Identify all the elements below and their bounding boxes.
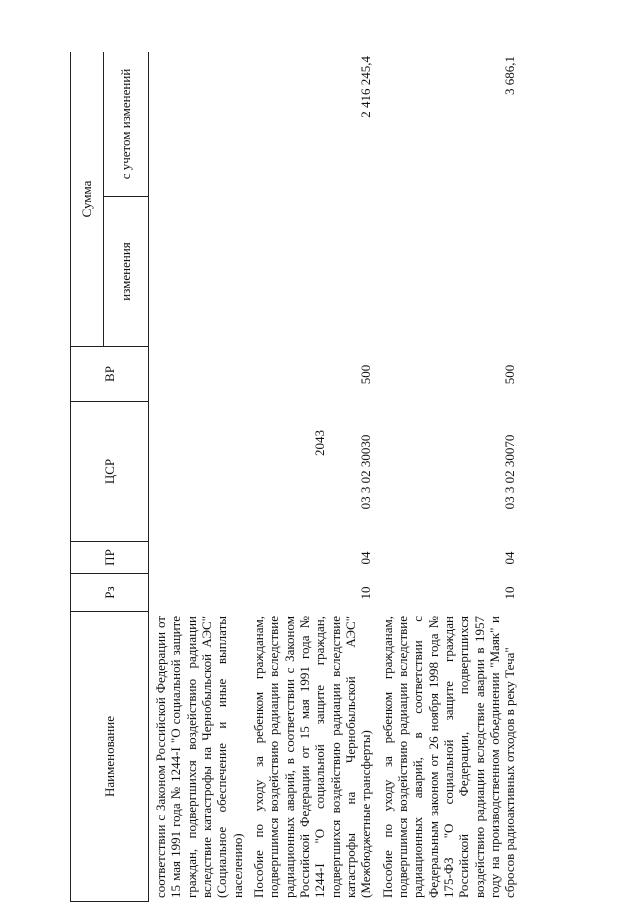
- row-vr: [149, 347, 247, 402]
- row-rz: 10: [357, 586, 373, 600]
- row-csr: [149, 402, 247, 542]
- row-with-changes: 3 686,1: [501, 56, 517, 95]
- table-row: [149, 52, 247, 902]
- row-vr: 500: [357, 364, 373, 385]
- table-row: [247, 52, 376, 902]
- row-rz: 10: [501, 586, 517, 600]
- row-csr: 03 3 02 30070: [501, 434, 517, 510]
- row-name: Пособие по уходу за ребенком гражданам, подвергшимся воздействию радиации вследствие радиационных аварий, в соответствии с Федеральным законом от 26 ноября 1998 года № 175-ФЗ "О социальной защите граждан Российской Федерации, подвергшихся воздействию радиации вследствие аварии в 1957 году на производственном объединении "Маяк" и сбросов радиоактивных отходов в реку Теча": [379, 616, 518, 898]
- header-pr: ПР: [71, 542, 149, 574]
- budget-table: [70, 52, 149, 902]
- row-csr: 03 3 02 30030: [357, 434, 373, 510]
- row-name: соответствии с Законом Российской Федерации от 15 мая 1991 года № 1244-I "О социальной защите граждан, подвергшихся воздействию радиации вследствие катастрофы на Чернобыльской АЭС" (Социальное обеспечение и иные выплаты населению): [153, 616, 245, 898]
- document-sheet: [70, 52, 570, 902]
- row-with-changes: 2 416 245,4: [357, 56, 373, 118]
- row-pr: 04: [357, 551, 373, 565]
- header-vr: ВР: [71, 347, 149, 402]
- row-changes: [376, 197, 520, 347]
- row-rz: [149, 574, 247, 612]
- header-name: Наименование: [71, 612, 149, 902]
- header-rz: Рз: [71, 574, 149, 612]
- page-number: 2043: [312, 430, 327, 456]
- row-changes: [247, 197, 376, 347]
- row-name: Пособие по уходу за ребенком гражданам, подвергшимся воздействию радиации вследствие радиационных аварий, в соответствии с Законом Российской Федерации от 15 мая 1991 года № 1244-I "О социальной защите граждан, подвергшихся воздействию радиации вследствие катастрофы на Чернобыльской АЭС" (Межбюджетные трансферты): [250, 616, 374, 898]
- table-row: [376, 52, 520, 902]
- header-changes: изменения: [104, 197, 149, 347]
- header-csr: ЦСР: [71, 402, 149, 542]
- row-vr: 500: [501, 364, 517, 385]
- row-with-changes: [149, 52, 247, 197]
- header-with-changes: с учетом изменений: [104, 52, 149, 197]
- row-pr: 04: [501, 551, 517, 565]
- row-pr: [149, 542, 247, 574]
- header-sum: Сумма: [71, 52, 104, 347]
- rotated-table-container: [70, 52, 570, 902]
- row-changes: [149, 197, 247, 347]
- table-body: [149, 52, 520, 902]
